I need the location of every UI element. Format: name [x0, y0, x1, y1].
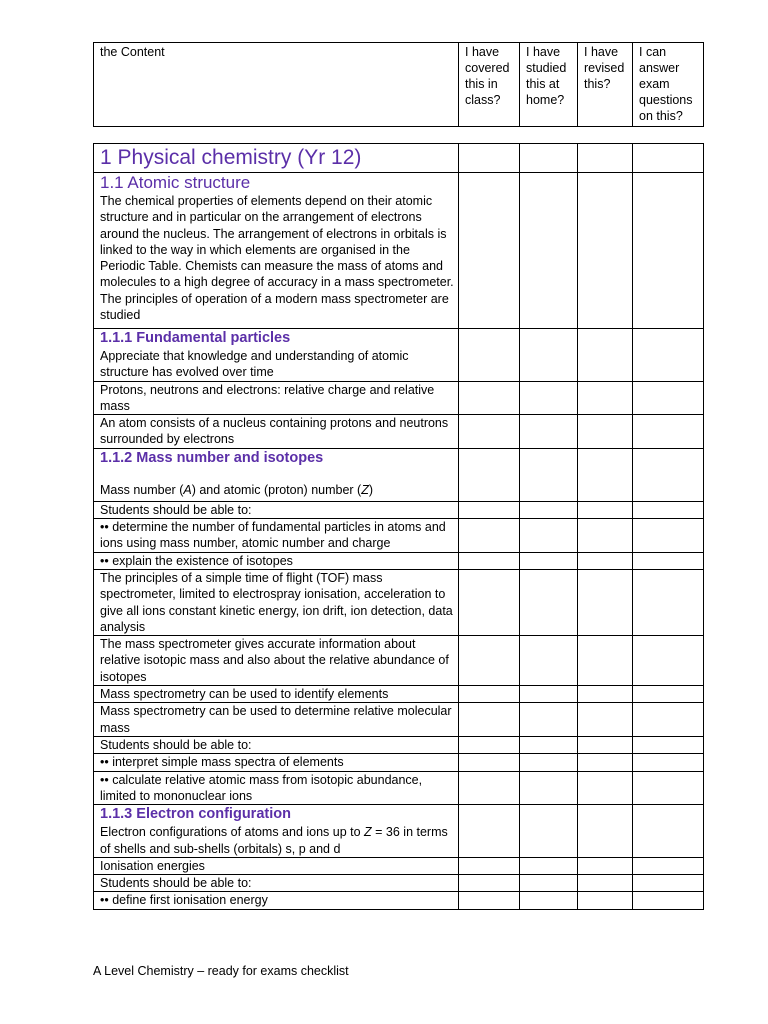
checkbox-cell[interactable] [633, 875, 704, 892]
checkbox-cell[interactable] [520, 857, 578, 874]
checkbox-cell[interactable] [459, 892, 520, 909]
checkbox-cell[interactable] [520, 771, 578, 805]
revised-header: I have revised this? [578, 43, 633, 127]
electron-configuration-heading: 1.1.3 Electron configuration [100, 806, 291, 823]
checklist-item-text: Students should be able to: [94, 875, 459, 892]
intro-text: The chemical properties of elements depend on their atomic structure and in particular on the arrangement of electrons around the nucleus. The arrangement of electrons in orbitals is linked to the way in which elements are organised in the Periodic Table. Chemists can measure the mass of atoms and molecules to a high degree of accuracy in a mass spectrometer. The principles of operation of a modern mass spectrometer are studied [100, 194, 454, 323]
checkbox-cell[interactable] [459, 552, 520, 569]
checkbox-cell[interactable] [633, 569, 704, 635]
answer-exam-questions-header: I can answer exam questions on this? [633, 43, 704, 127]
checkbox-cell[interactable] [520, 501, 578, 518]
checkbox-cell[interactable] [578, 857, 633, 874]
checkbox-cell[interactable] [520, 805, 578, 858]
mass-number-heading: 1.1.2 Mass number and isotopes [100, 449, 324, 466]
checklist-item-text: Protons, neutrons and electrons: relative charge and relative mass [94, 381, 459, 415]
checklist-item-text: •• interpret simple mass spectra of elements [94, 754, 459, 771]
fundamental-particles-cell [94, 329, 459, 382]
table-row [94, 519, 704, 553]
checkbox-cell[interactable] [520, 329, 578, 382]
checkbox-cell[interactable] [633, 771, 704, 805]
checklist-item-text: Electron configurations of atoms and ions up to Z = 36 in terms of shells and sub-shells (orbitals) s, p and d [100, 825, 448, 856]
checkbox-cell[interactable] [459, 857, 520, 874]
table-row [94, 381, 704, 415]
table-row [94, 144, 704, 173]
checkbox-cell[interactable] [520, 552, 578, 569]
checkbox-cell[interactable] [633, 892, 704, 909]
table-row [94, 501, 704, 518]
table-row [94, 552, 704, 569]
studied-at-home-header: I have studied this at home? [520, 43, 578, 127]
section-title-cell [94, 144, 459, 173]
table-row [94, 173, 704, 329]
checkbox-cell[interactable] [633, 415, 704, 449]
checkbox-cell[interactable] [520, 173, 578, 329]
table-row [94, 636, 704, 686]
checkbox-cell[interactable] [578, 552, 633, 569]
checkbox-cell[interactable] [459, 686, 520, 703]
checkbox-cell[interactable] [459, 448, 520, 501]
checklist-header-table [93, 42, 704, 127]
table-row [94, 875, 704, 892]
checkbox-cell[interactable] [578, 381, 633, 415]
header-row [94, 43, 704, 127]
checkbox-cell[interactable] [459, 805, 520, 858]
checkbox-cell[interactable] [520, 381, 578, 415]
checkbox-cell[interactable] [520, 569, 578, 635]
checkbox-cell[interactable] [459, 415, 520, 449]
table-row [94, 857, 704, 874]
checkbox-cell[interactable] [578, 569, 633, 635]
checkbox-cell[interactable] [520, 636, 578, 686]
checklist-item-text: Mass number (A) and atomic (proton) number (Z) [100, 482, 374, 497]
table-row [94, 448, 704, 501]
checkbox-cell[interactable] [633, 448, 704, 501]
content-column-header: the Content [94, 43, 459, 127]
table-row [94, 892, 704, 909]
checkbox-cell[interactable] [578, 519, 633, 553]
checkbox-cell[interactable] [633, 703, 704, 737]
checkbox-cell[interactable] [520, 737, 578, 754]
checklist-item-text: •• explain the existence of isotopes [94, 552, 459, 569]
table-row [94, 771, 704, 805]
checkbox-cell[interactable] [459, 381, 520, 415]
table-row [94, 415, 704, 449]
checkbox-cell[interactable] [578, 737, 633, 754]
checklist-item-text: The principles of a simple time of flight (TOF) mass spectrometer, limited to electrospray ionisation, acceleration to give all ions constant kinetic energy, ion drift, ion detection, data analysis [94, 569, 459, 635]
checkbox-cell[interactable] [520, 686, 578, 703]
checkbox-cell[interactable] [578, 144, 633, 173]
checkbox-cell[interactable] [633, 519, 704, 553]
checkbox-cell[interactable] [459, 771, 520, 805]
mass-number-cell [94, 448, 459, 501]
checkbox-cell[interactable] [520, 519, 578, 553]
checkbox-cell[interactable] [633, 805, 704, 858]
checkbox-cell[interactable] [578, 448, 633, 501]
checkbox-cell[interactable] [578, 805, 633, 858]
table-row [94, 737, 704, 754]
table-row [94, 686, 704, 703]
checkbox-cell[interactable] [459, 329, 520, 382]
checkbox-cell[interactable] [633, 686, 704, 703]
checklist-item-text: Students should be able to: [94, 737, 459, 754]
checklist-item-text: The mass spectrometer gives accurate information about relative isotopic mass and also about the relative abundance of isotopes [94, 636, 459, 686]
fundamental-particles-heading: 1.1.1 Fundamental particles [100, 330, 291, 346]
checkbox-cell[interactable] [578, 415, 633, 449]
table-row [94, 805, 704, 858]
checkbox-cell[interactable] [633, 381, 704, 415]
checkbox-cell[interactable] [459, 144, 520, 173]
checkbox-cell[interactable] [578, 771, 633, 805]
checklist-item-text: •• define first ionisation energy [94, 892, 459, 909]
checkbox-cell[interactable] [578, 703, 633, 737]
checkbox-cell[interactable] [459, 569, 520, 635]
table-row [94, 703, 704, 737]
checkbox-cell[interactable] [459, 173, 520, 329]
checkbox-cell[interactable] [578, 892, 633, 909]
checkbox-cell[interactable] [578, 636, 633, 686]
checklist-item-text: Ionisation energies [94, 857, 459, 874]
checkbox-cell[interactable] [578, 501, 633, 518]
checkbox-cell[interactable] [520, 892, 578, 909]
checkbox-cell[interactable] [633, 501, 704, 518]
checkbox-cell[interactable] [520, 448, 578, 501]
checkbox-cell[interactable] [633, 737, 704, 754]
checkbox-cell[interactable] [633, 754, 704, 771]
checklist-item-text: Mass spectrometry can be used to determine relative molecular mass [94, 703, 459, 737]
checkbox-cell[interactable] [459, 519, 520, 553]
electron-configuration-cell [94, 805, 459, 858]
checkbox-cell[interactable] [633, 173, 704, 329]
checkbox-cell[interactable] [459, 754, 520, 771]
atomic-structure-cell [94, 173, 459, 329]
checkbox-cell[interactable] [520, 703, 578, 737]
checklist-table [93, 143, 704, 910]
checklist-item-text: Students should be able to: [94, 501, 459, 518]
checklist-item-text: Appreciate that knowledge and understanding of atomic structure has evolved over time [100, 349, 409, 380]
checkbox-cell[interactable] [633, 636, 704, 686]
page-footer: A Level Chemistry – ready for exams checklist [93, 964, 349, 978]
checkbox-cell[interactable] [633, 329, 704, 382]
checkbox-cell[interactable] [520, 875, 578, 892]
checkbox-cell[interactable] [459, 501, 520, 518]
checklist-item-text: Mass spectrometry can be used to identify elements [94, 686, 459, 703]
section-title: 1 Physical chemistry (Yr 12) [100, 146, 362, 169]
checkbox-cell[interactable] [520, 144, 578, 173]
checklist-item-text: •• determine the number of fundamental particles in atoms and ions using mass number, atomic number and charge [94, 519, 459, 553]
checkbox-cell[interactable] [459, 636, 520, 686]
checkbox-cell[interactable] [633, 144, 704, 173]
checkbox-cell[interactable] [459, 875, 520, 892]
checkbox-cell[interactable] [633, 552, 704, 569]
covered-in-class-header: I have covered this in class? [459, 43, 520, 127]
checkbox-cell[interactable] [633, 857, 704, 874]
checklist-item-text: An atom consists of a nucleus containing protons and neutrons surrounded by electrons [94, 415, 459, 449]
checkbox-cell[interactable] [578, 173, 633, 329]
checkbox-cell[interactable] [459, 737, 520, 754]
table-row [94, 329, 704, 382]
subsection-title: 1.1 Atomic structure [100, 173, 251, 192]
checkbox-cell[interactable] [520, 754, 578, 771]
checklist-item-text: •• calculate relative atomic mass from isotopic abundance, limited to mononuclear ions [94, 771, 459, 805]
table-row [94, 754, 704, 771]
checkbox-cell[interactable] [520, 415, 578, 449]
checkbox-cell[interactable] [578, 875, 633, 892]
checkbox-cell[interactable] [459, 703, 520, 737]
checkbox-cell[interactable] [578, 754, 633, 771]
table-row [94, 569, 704, 635]
checkbox-cell[interactable] [578, 329, 633, 382]
checkbox-cell[interactable] [578, 686, 633, 703]
